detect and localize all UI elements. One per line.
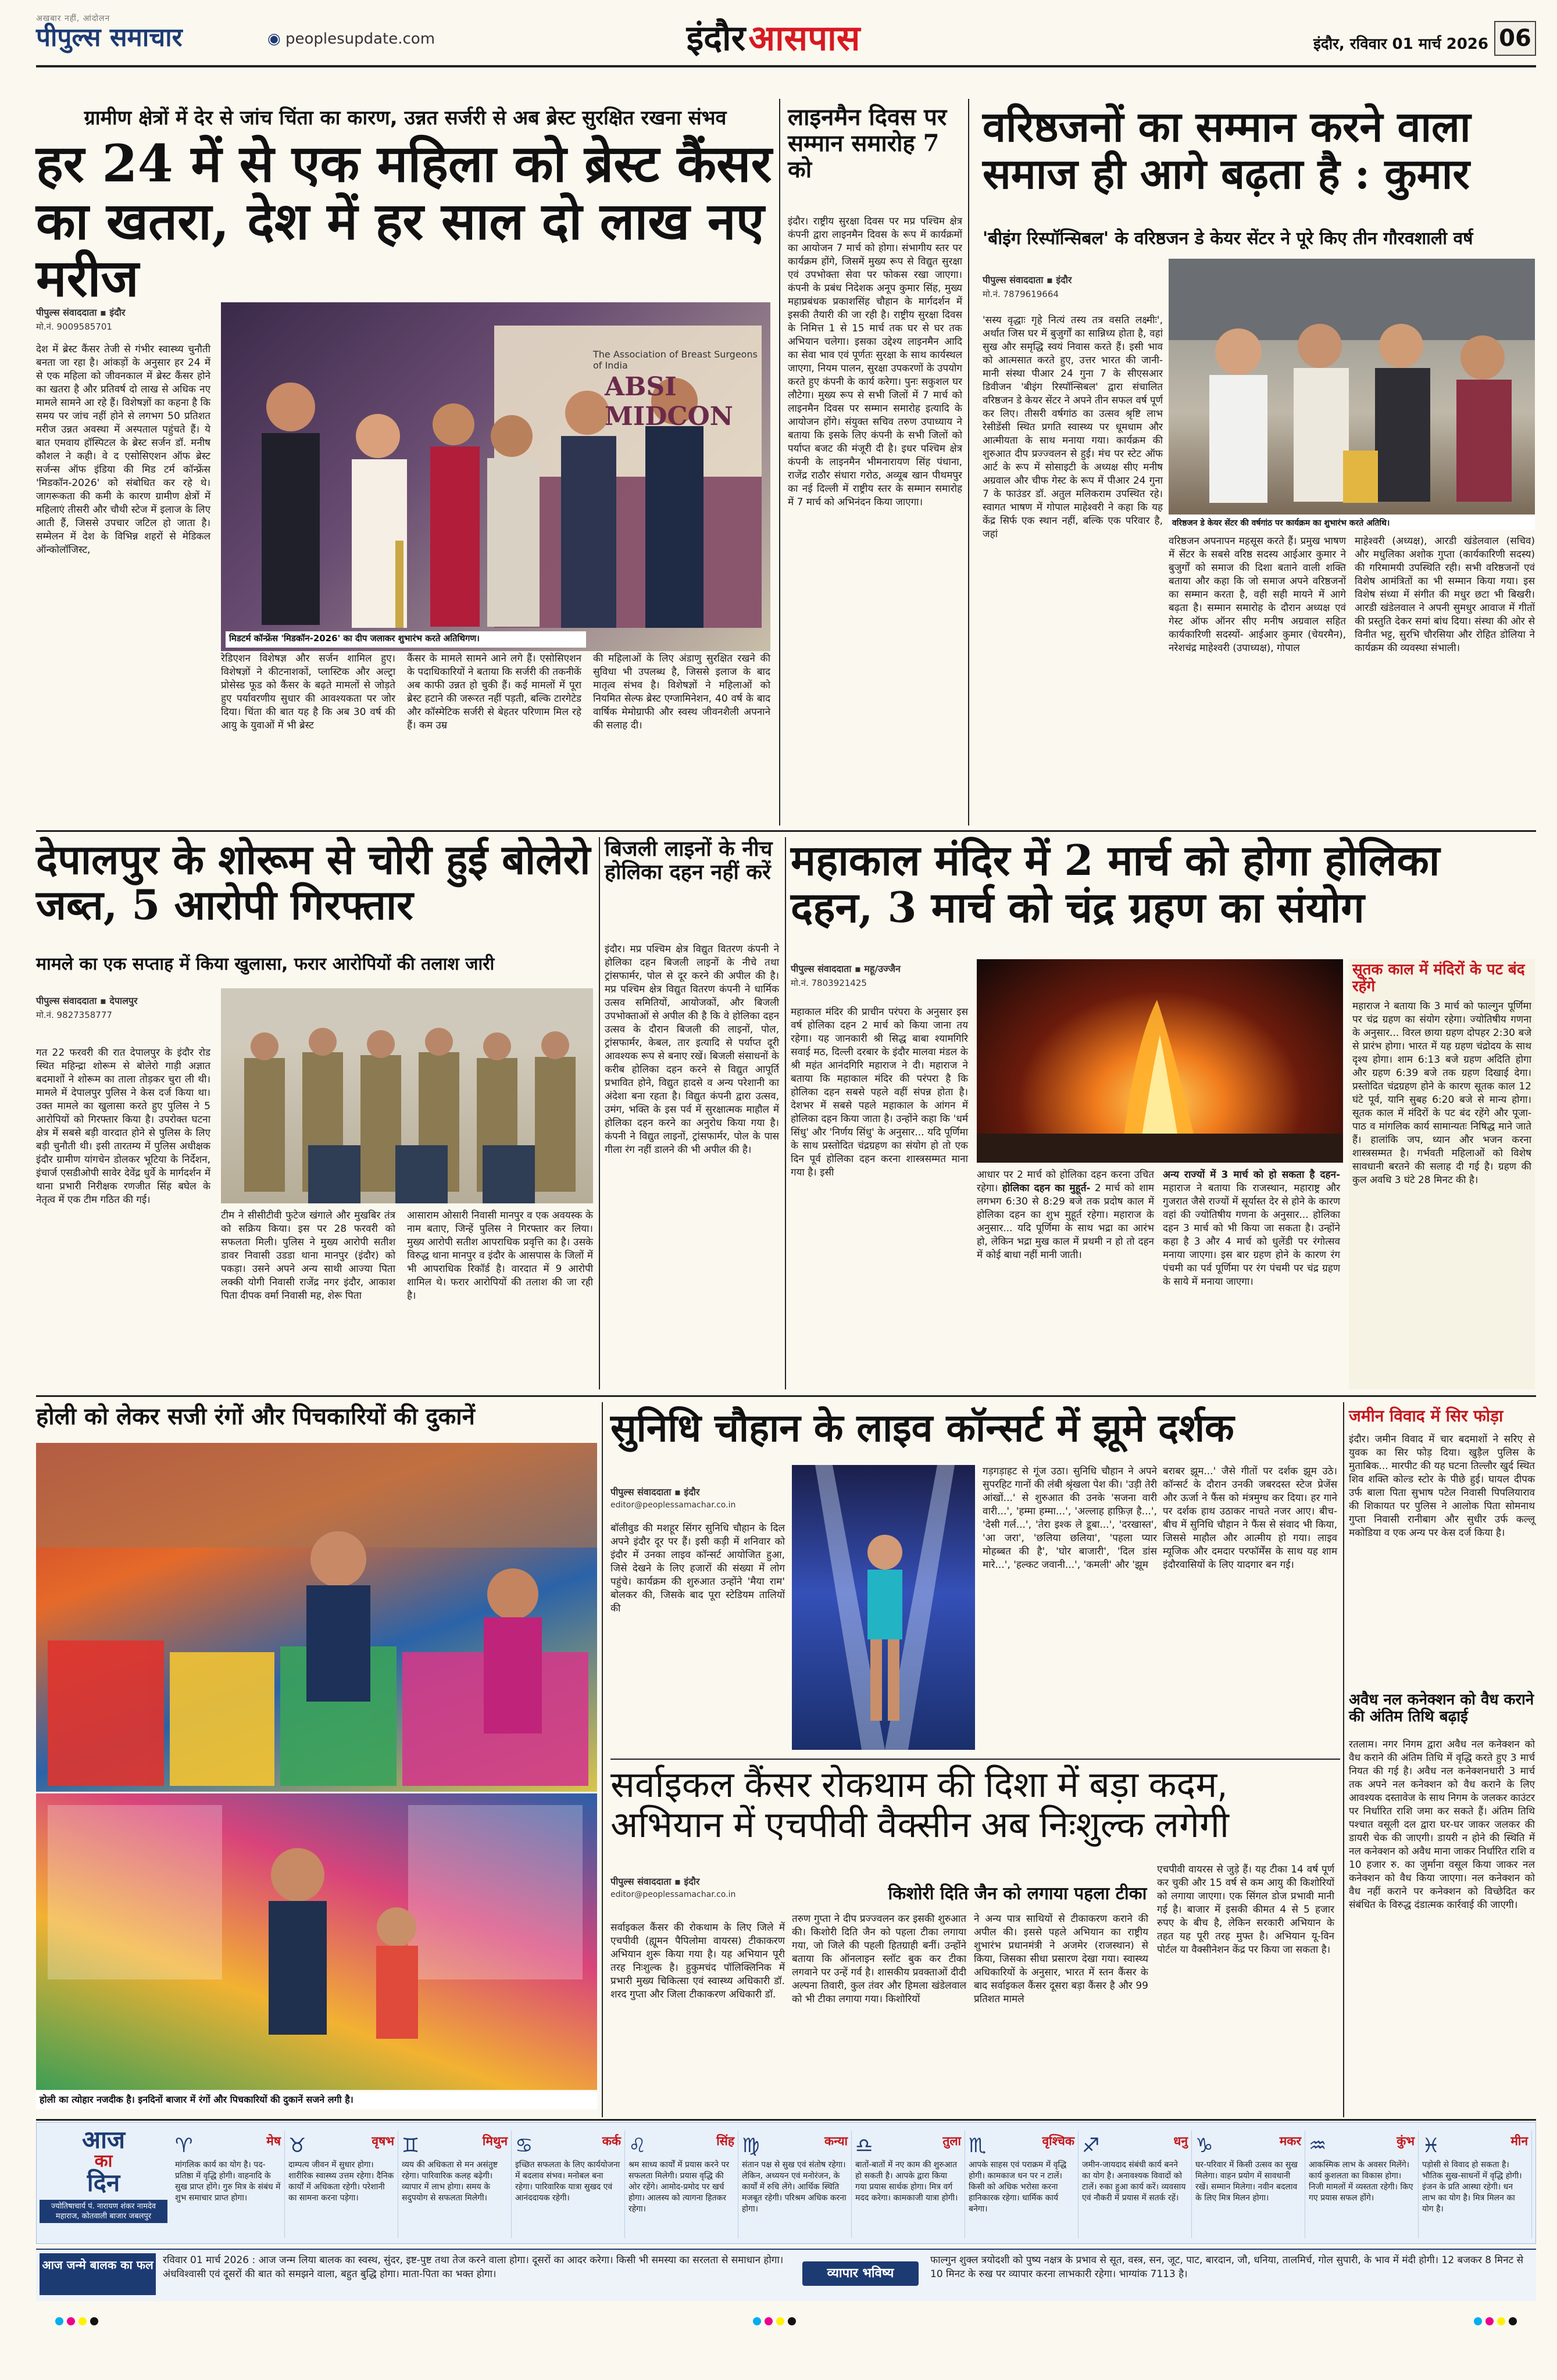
rashi-cell (852, 2131, 965, 2238)
seniors-photo-caption: वरिष्ठजन डे केयर सेंटर की वर्षगांठ पर कार्यक्रम का शुभारंभ करते अतिथि। (1169, 516, 1535, 530)
pichkari-stall-scene (36, 1793, 597, 2090)
rashi-text: मांगलिक कार्य का योग है। पद-प्रतिष्ठा में वृद्धि होगी। वाहनादि के सुख प्राप्त होंगे। गुरु मित्र के संबंध में शुभ समाचार प्राप्त होगा। (175, 2160, 281, 2203)
byline-name: पीपुल्स संवाददाता (36, 995, 97, 1006)
sunidhi-byline: पीपुल्स संवाददाता ▪ इंदौर editor@peoplessamachar.co.in (610, 1485, 785, 1520)
byline-city: देपालपुर (109, 995, 138, 1006)
rashi-cell (512, 2131, 625, 2238)
vyapar-label: व्यापार भविष्य (802, 2261, 919, 2286)
breast-col1: देश में ब्रेस्ट कैंसर तेजी से गंभीर स्वास्थ्य चुनौती बनता जा रहा है। आंकड़ों के अनुसार हर 24 में से एक महिला को जीवनकाल में ब्रेस्ट कैंसर होने का खतरा है और प्रतिवर्ष दो लाख से अधिक नए मामले सामने आ रहे हैं। विशेषज्ञों का कहना है कि समय पर जांच नहीं होने से लगभग 50 प्रतिशत मरीज उन्नत अवस्था में अस्पताल पहुंचते हैं। ये बात एमवाय हॉस्पिटल के ब्रेस्ट सर्जन डॉ. मनीष कौशल ने कही। वे द एसोसिएशन ऑफ ब्रेस्ट सर्जन्स ऑफ इंडिया की मिड टर्म कॉन्फ्रेंस 'मिडकॉन-2026' को संबोधित कर रहे थे। जागरूकता की कमी के कारण ग्रामीण क्षेत्रों में महिलाएं तीसरी और चौथी स्टेज में इलाज के लिए आती हैं, जिससे उपचार जटिल हो जाता है। सम्मेलन में देश के विभिन्न शहरों से मेडिकल ऑन्कोलॉजिस्ट, (36, 344, 210, 556)
seniors-headline: वरिष्ठजनों का सम्मान करने वाला समाज ही आगे बढ़ता है : कुमार (983, 102, 1471, 198)
sutak-headline: सूतक काल में मंदिरों के पट बंद रहेंगे (1352, 961, 1525, 996)
zodiac-icon: ♑ (1195, 2134, 1213, 2157)
breast-col4: की महिलाओं के लिए अंडाणु सुरक्षित रखने की सुविधा भी उपलब्ध है, जिससे इलाज के बाद मातृत्व संभव है। विशेषज्ञों ने महिलाओं को नियमित सेल्फ ब्रेस्ट एग्जामिनेशन, 40 वर्ष के बाद वार्षिक मेमोग्राफी और स्वस्थ जीवनशैली अपनाने की सलाह दी। (593, 653, 770, 731)
zodiac-icon: ♈ (175, 2134, 193, 2157)
depalpur-col1: गत 22 फरवरी की रात देपालपुर के इंदौर रोड स्थित महिन्द्रा शोरूम से बोलेरो गाड़ी अज्ञात बदमाशों ने शोरूम का ताला तोड़कर चुरा ली थी। मामले में देपालपुर पुलिस ने केस दर्ज किया था। उक्त मामले का खुलासा करते हुए पुलिस ने 5 आरोपियों को गिरफ्तार किया है। उपरोक्त घटना क्षेत्र में सबसे बड़ी वारदात होने से पुलिस के लिए बड़ी चुनौती थी। इसी तारतम्य में पुलिस अधीक्षक इंदौर ग्रामीण यांगचेन डोलकर भूटिया के निर्देशन, इंचार्ज एसडीओपी सावेर देवेंद्र धुर्वे के मार्गदर्शन में थाना प्रभारी निरीक्षक रणजीत सिंह बघेल के नेतृत्व में एक टीम गठित की गई। (36, 1047, 210, 1206)
bijli-text: इंदौर। मप्र पश्चिम क्षेत्र विद्युत वितरण कंपनी ने होलिका दहन बिजली लाइनों के नीचे तथा ट्रांसफार्मर, पोल से दूर करने की अपील की है। मप्र पश्चिम क्षेत्र विद्युत वितरण कंपनी ने धार्मिक उत्सव समितियों, आयोजकों, और बिजली उपभोक्ताओं से अपील की है कि वे होलिका दहन उत्सव के दौरान बिजली की लाइनों, पोल, ट्रांसफार्मर, केबल, तार इत्यादि से पर्याप्त दूरी आवश्यक रूप से बनाए रखें। बिजली संसाधनों के करीब होलिका दहन करने से विद्युत आपूर्ति प्रभावित होने, विद्युत हादसे व अन्य परेशानी का अंदेशा बना रहता है। विद्युत कंपनी द्वारा उत्सव, उमंग, भक्ति के इस पर्व में सुरक्षात्मक माहौल में होलिका दहन करने का अनुरोध किया गया है। कंपनी ने विद्युत लाइनों, ट्रांसफार्मर, पोल के पास गीला रंग नहीं डालने की भी अपील की है। (605, 944, 779, 1156)
muhurt-label: होलिका दहन का मुहूर्त- (1002, 1182, 1091, 1194)
rashi-text: संतान पक्ष से सुख एवं संतोष रहेगा। लेकिन, अध्ययन एवं मनोरंजन, के कार्यों में रुचि लेंगे। आर्थिक स्थिति मजबूत रहेगी। परिश्रम अधिक करना होगा। (742, 2160, 847, 2214)
sunidhi-col3: बराबर झूम...' जैसे गीतों पर दर्शक झूम उठे। कॉन्सर्ट के दौरान उनकी जबरदस्त स्टेज प्रेजेंस और ऊर्जा ने फैंस को मंत्रमुग्ध कर दिया। हर गाने पर दर्शक हाथ उठाकर नाचते नजर आए। बीच-बीच में सुनिधि चौहान ने फैंस से संवाद भी किया, जिससे माहौल और आत्मीय हो गया। लाइव म्यूजिक और दमदार परफॉर्मेंस के साथ यह शाम इंदौरवासियों के लिए यादगार बन गई। (1163, 1466, 1337, 1571)
zodiac-icon: ♌ (628, 2134, 647, 2157)
rashi-name: कर्क (602, 2134, 621, 2148)
rashi-cell (1305, 2131, 1419, 2238)
byline-email[interactable]: editor@peoplessamachar.co.in (610, 1890, 736, 1899)
byline-name: पीपुल्स संवाददाता (36, 307, 97, 318)
rashifal-title-1: आज (81, 2125, 126, 2154)
mahakal-col2a: आधार पर 2 मार्च को होलिका दहन करना उचित रहेगा। (977, 1169, 1154, 1194)
cervical-col2: तरुण गुप्ता ने दीप प्रज्ज्वलन कर इसकी शुरुआत की। किशोरी दिति जैन को पहला टीका लगाया गया, जो जिले की पहली हितग्राही बनीं। उन्होंने बताया कि ऑनलाइन स्लॉट बुक कर टीका लगवाने पर उन्हें गर्व है। शासकीय प्रवक्ताओं दीदी अल्पना तिवारी, कुल तंवर और हिमला खंडेलवाल को भी टीका लगाया गया। किशोरियों (792, 1913, 966, 2005)
rashi-text: जमीन-जायदाद संबंधी कार्य बनने का योग है। अनावश्यक विवादों को टालें। रुका हुआ कार्य करें। व्यवसाय एवं नौकरी में प्रयास में सतर्क रहें। (1082, 2160, 1186, 2203)
zodiac-icon: ♎ (855, 2134, 873, 2157)
rashi-name: वृषभ (372, 2134, 394, 2148)
police-scene (221, 988, 593, 1203)
column-rule (779, 99, 780, 826)
sutak-box (1349, 959, 1535, 1389)
holi-shop-photo-1 (36, 1443, 597, 1792)
rashi-text: घर-परिवार में किसी उत्सव का सुख मिलेगा। वाहन प्रयोग में सावधानी रखें। सम्मान मिलेगा। नवीन बदलाव के लिए मित्र मिलन होगा। (1195, 2160, 1298, 2203)
rashi-text: आपके साहस एवं पराक्रम में वृद्धि होगी। कामकाज धन पर न टालें। किसी को अधिक भरोसा करना हानिकारक रहेगा। धार्मिक कार्य बनेगा। (969, 2160, 1067, 2214)
sunidhi-concert-photo (792, 1465, 975, 1750)
byline-mobile: मो.नं. 9009585701 (36, 321, 112, 332)
depalpur-byline: पीपुल्स संवाददाता ▪ देपालपुर मो.नं. 9827358777 (36, 994, 210, 1029)
land-headline: जमीन विवाद में सिर फोड़ा (1349, 1406, 1504, 1425)
seniors-byline: पीपुल्स संवाददाता ▪ इंदौर मो.नं. 7879619664 (983, 273, 1157, 308)
seniors-scene (1169, 259, 1535, 514)
zodiac-icon: ♒ (1309, 2134, 1327, 2157)
zodiac-icon: ♍ (742, 2134, 760, 2157)
breast-photo-caption: मिडटर्म कॉन्फ्रेंस 'मिडकॉन-2026' का दीप जलाकर शुभारंभ करते अतिथिगण। (226, 631, 586, 648)
masthead[interactable] (36, 13, 292, 53)
holika-fire-scene (977, 959, 1343, 1163)
depalpur-col3: आसाराम ओसारी निवासी मानपुर व एक अवयस्क के नाम बताए, जिन्हें पुलिस ने गिरफ्तार कर लिया। मुख्य आरोपी सतीश आपराधिक प्रवृत्ति का है। उसके विरुद्ध थाना मानपुर व इंदौर के आसपास के जिलों में भी आपराधिक रिकॉर्ड है। वारदात में 9 आरोपी शामिल थे। फरार आरोपियों की तलाश की जा रही है। (407, 1210, 593, 1302)
print-registration-bar (36, 2317, 1536, 2326)
header-rule (36, 65, 1536, 67)
section-rule (36, 1395, 1536, 1397)
rashi-text: श्रम साध्य कार्यों में प्रयास करने पर सफलता मिलेगी। प्रयास वृद्धि की ओर रहेंगे। आमोद-प्रमोद पर खर्च होगा। आलस्य को त्यागना हितकर रहेगा। (628, 2160, 730, 2214)
zodiac-icon: ♉ (288, 2134, 306, 2157)
conference-banner-big: ABSI MIDCON (605, 372, 734, 431)
byline-city: महू/उज्जैन (864, 963, 901, 974)
sunidhi-col1: बॉलीवुड की मशहूर सिंगर सुनिधि चौहान के दिल अपने इंदौर दूर पर हैं। इसी कड़ी में शनिवार को इंदौर में उनका लाइव कॉन्सर्ट आयोजित हुआ, जिसे देखने के लिए हजारों की संख्या में लोग पहुंचे। कार्यक्रम की शुरुआत उन्होंने 'मैया राम' बोलकर की, जिसके बाद पूरा स्टेडियम तालियों की (610, 1523, 785, 1614)
byline-mobile: मो.नं. 9827358777 (36, 1010, 112, 1020)
rashi-cell (172, 2131, 285, 2238)
born-today-text: रविवार 01 मार्च 2026 : आज जन्म लिया बालक का स्वस्थ, सुंदर, इष्ट-पुष्ट तथा तेज करने वाला होगा। दूसरों का आदर करेगा। किसी भी समस्या का सरलता से समाधान होगा। अंधविश्वासी एवं दूसरों की बात को समझने वाला, बहुत बुद्धि होगा। माता-पिता का भक्त होगा। (163, 2254, 784, 2280)
lineman-headline: लाइनमैन दिवस पर सम्मान समारोह 7 को (788, 103, 947, 183)
cervical-subhead: किशोरी दिति जैन को लगाया पहला टीका (888, 1884, 1147, 1904)
nal-headline: अवैध नल कनेक्शन को वैध कराने की अंतिम तिथि बढ़ाई (1349, 1691, 1534, 1726)
column-rule (602, 1402, 603, 2117)
rashi-name: वृश्चिक (1042, 2134, 1074, 2148)
depalpur-subhead: मामले का एक सप्ताह में किया खुलासा, फरार आरोपियों की तलाश जारी (36, 954, 495, 974)
rashifal-title-2: का (94, 2151, 113, 2171)
rashi-text: दाम्पत्य जीवन में सुधार होगा। शारीरिक स्वास्थ्य उत्तम रहेगा। दैनिक कार्यों में अधिकता रहेगी। परेशानी का सामना करना पड़ेगा। (288, 2160, 394, 2203)
column-rule (968, 99, 969, 826)
cervical-byline: पीपुल्स संवाददाता ▪ इंदौर editor@peoplessamachar.co.in (610, 1875, 797, 1910)
rashi-name: मेष (266, 2134, 281, 2148)
section-name: आसपास (748, 18, 860, 59)
section-rule (36, 2119, 1536, 2121)
seniors-col3: माहेश्वरी (अध्यक्ष), आरडी खंडेलवाल (सचिव) और मधुलिका अशोक गुप्ता (कार्यकारिणी सदस्य) की गरिमामयी उपस्थिति रही। सभी वरिष्ठजनों एवं विशेष आमंत्रितों का भी सम्मान किया गया। इस विशेष संध्या में संगीत की मधुर छटा भी बिखरी। आरडी खंडेलवाल ने अपनी सुमधुर आवाज में गीतों की प्रस्तुति देकर समां बांध दिया। संस्था की ओर से विनीत भट्ट, सुरभि चौरसिया और रोहित डोलिया ने कार्यक्रम की व्यवस्था संभाली। (1355, 535, 1535, 654)
rashi-cell (965, 2131, 1079, 2238)
born-today-label: आज जन्मे बालक का फल (40, 2253, 156, 2295)
column-rule (599, 837, 600, 1389)
byline-name: पीपुल्स संवाददाता (983, 274, 1044, 285)
mahakal-col3-text: महाराज ने बताया कि राजस्थान, महाराष्ट्र और गुजरात जैसे राज्यों में सूर्यास्त देर से होने के कारण वहां की ज्योतिषीय गणना के अनुसार... होलिका दहन 3 मार्च को भी किया जा सकता है। उन्होंने कहा है 3 और 4 मार्च को धुलेंडी पर रंगोत्सव मनाया जाएगा। इस बार ग्रहण होने के कारण रंग पंचमी का पर्व पूर्णिमा पर रंग पंचमी पर चंद्र ग्रहण के साये में मनाया जाएगा। (1163, 1182, 1340, 1288)
mahakal-holika-photo (977, 959, 1343, 1163)
byline-mobile: मो.नं. 7803921425 (791, 978, 867, 988)
column-rule (785, 837, 786, 1389)
rashi-cell (398, 2131, 512, 2238)
cervical-col3: ने अन्य पात्र साथियों से टीकाकरण कराने की अपील की। इससे पहले अभियान का राष्ट्रीय शुभारंभ प्रधानमंत्री ने अजमेर (राजस्थान) से किया, जिसका सीधा प्रसारण देखा गया। स्वास्थ्य अधिकारियों के अनुसार, भारत में स्तन कैंसर के बाद सर्वाइकल कैंसर दूसरा बड़ा कैंसर है और 99 प्रतिशत मामले (974, 1913, 1148, 2005)
depalpur-col2: टीम ने सीसीटीवी फुटेज खंगाले और मुखबिर तंत्र को सक्रिय किया। इस पर 28 फरवरी को सफलता मिली। पुलिस ने मुख्य आरोपी सतीश डावर निवासी उडडा थाना मानपुर (इंदौर) को पकड़ा। उसने अपने अन्य साथी आज्या पिता लक्की योगी निवासी राजेंद्र नगर इंदौर, आकाश पिता दीपक वर्मा निवासी मह, शेरू पिता (221, 1210, 395, 1302)
lineman-text: इंदौर। राष्ट्रीय सुरक्षा दिवस पर मप्र पश्चिम क्षेत्र कंपनी द्वारा लाइनमैन दिवस के रूप में कार्यक्रमों का आयोजन 7 मार्च को होगा। संभागीय स्तर पर कार्यक्रम होंगे, जिसमें मुख्य रूप से विद्युत सुरक्षा एवं उपभोक्ता सेवा पर फोकस रखा जाएगा। कंपनी के प्रबंध निदेशक अनूप कुमार सिंह, मुख्य महाप्रबंधक प्रकाशसिंह चौहान के मार्गदर्शन में इसकी तैयारी की जा रही है। राष्ट्रीय सुरक्षा दिवस के निमित्त 1 से 15 मार्च तक घर से घर तक अभियान चलेगा। इसका उद्देश्य लाइनमैन आदि का सेवा भाव एवं पूर्णतः सुरक्षा के साथ कार्यस्थल जाएगा, नियम पालन, सुरक्षा उपकरणों के उपयोग करते हुए कंपनी के कार्य करेगा। पुनः सकुशल घर लौटेगा। मुख्य रूप से सभी जिलों में 7 मार्च को लाइनमैन दिवस पर सम्मान समारोह इत्यादि के आयोजन होंगे। संयुक्त सचिव तरुण उपाध्याय ने बताया कि इसके लिए कंपनी के सभी जिलों को पर्याप्त बजट की मंजूरी दी है। इधर पश्चिम क्षेत्र कंपनी के लाइनमैन भीमनारायण सिंह पंधाना, राजेंद्र राठौर संधारा गरोठ, अव्यूब खान पीथमपुर का नई दिल्ली में राष्ट्रीय स्तर के सम्मान समारोह में 7 मार्च को अभिनंदन किया जाएगा। (788, 216, 962, 508)
byline-city: इंदौर (684, 1486, 700, 1498)
breast-conference-photo (221, 302, 770, 651)
rashi-text: आकस्मिक लाभ के अवसर मिलेंगे। कार्य कुशलता का विकास होगा। निजी मामलों में व्यस्तता रहेगी। किए गए प्रयास सफल होंगे। (1309, 2160, 1413, 2203)
rashi-cell (1192, 2131, 1305, 2238)
rashi-text: पड़ोसी से विवाद हो सकता है। भौतिक सुख-साधनों में वृद्धि होगी। इंजन के प्रति आस्था रहेगी। धन लाभ का योग है। मित्र मिलन का योग है। (1422, 2160, 1522, 2214)
zodiac-icon: ♊ (402, 2134, 420, 2157)
mahakal-col1: महाकाल मंदिर की प्राचीन परंपरा के अनुसार इस वर्ष होलिका दहन 2 मार्च को किया जाना तय रहेगा। यह जानकारी श्री सिद्ध बाबा श्यामगिरि सवाई मठ, दिल्ली दरबार के इंदौर मालवा मंडल के श्री महंत आनंदगिरि महाराज ने दी। महाराज ने बताया कि महाकाल मंदिर की परंपरा है कि होलिका दहन सबसे पहले वहीं संपन्न होता है। देशभर में सबसे पहले महाकाल के आंगन में होलिका दहन किया जाता है। उन्होंने कहा कि 'धर्म सिंधु' और 'निर्णय सिंधु' के अनुसार... यदि पूर्णिमा के साथ प्रस्तोदित चंद्रग्रहण का संयोग हो तो एक दिन पूर्व होलिका दहन करना शास्त्रसम्मत माना गया है। इसी (791, 1006, 968, 1178)
rashi-cell (625, 2131, 738, 2238)
rashi-text: बातों-बातों में नए काम की शुरुआत हो सकती है। आपके द्वारा किया गया प्रयास सार्थक होगा। मित्र वर्ग मदद करेगा। कामकाजी यात्रा होगी। (855, 2160, 958, 2203)
column-rule (1343, 1402, 1344, 2117)
byline-name: पीपुल्स संवाददाता (791, 963, 852, 974)
sunidhi-headline: सुनिधि चौहान के लाइव कॉन्सर्ट में झूमे दर्शक (610, 1405, 1234, 1450)
byline-name: पीपुल्स संवाददाता (610, 1486, 672, 1498)
zodiac-icon: ♓ (1422, 2134, 1440, 2157)
byline-email[interactable]: editor@peoplessamachar.co.in (610, 1500, 736, 1510)
website-link[interactable] (267, 30, 436, 50)
mahakal-col3 (1163, 1168, 1340, 1389)
nal-text: रतलाम। नगर निगम द्वारा अवैध नल कनेक्शन को वैध कराने की अंतिम तिथि में वृद्धि करते हुए 3 मार्च नियत की गई है। अवैध नल कनेक्शनधारी 3 मार्च तक अपने नल कनेक्शन को वैध कराने के लिए आवश्यक दस्तावेज के साथ निगम के जलकर काउंटर पर निर्धारित राशि जमा कर सकते हैं। अंतिम तिथि पश्चात वसूली दल द्वारा घर-घर जाकर जलकर की डायरी चेक की जाएगी। डायरी न होने की स्थिति में नल कनेक्शन को अवैध माना जाकर निर्धारित राशि व 10 हजार रु. का जुर्माना वसूल किया जाकर नल कनेक्शन को वैध किया जाएगा। नल कनेक्शन को वैध नहीं कराने पर कनेक्शन को विच्छेदित कर संबंधित के विरुद्ध दंडात्मक कार्रवाई की जाएगी। (1349, 1739, 1535, 1911)
astrologer-credit: ज्योतिषाचार्य पं. नारायण शंकर नामदेव महाराज, कोतवाली बाजार जबलपुर (40, 2200, 167, 2223)
holi-headline: होली को लेकर सजी रंगों और पिचकारियों की दुकानें (36, 1403, 475, 1430)
rashi-name: मीन (1510, 2134, 1528, 2148)
depalpur-police-photo (221, 988, 593, 1203)
rashi-cell (1419, 2131, 1532, 2238)
rashi-name: तुला (942, 2134, 961, 2148)
sutak-text: महाराज ने बताया कि 3 मार्च को फाल्गुन पूर्णिमा पर चंद्र ग्रहण का संयोग रहेगा। ज्योतिषीय गणना के अनुसार... विरल छाया ग्रहण दोपहर 2:30 बजे से प्रारंभ होगा। भारत में यह ग्रहण चंद्रोदय के साथ दृश्य होगा। शाम 6:13 बजे ग्रहण अदिति होगा और ग्रहण 6:39 बजे तक ग्रहण दिखाई देगा। प्रस्तोदित चंद्रग्रहण होने के कारण सूतक काल 12 घंटे पूर्व, यानि सुबह 6:20 बजे से मान्य होगा। सूतक काल में मंदिरों के पट बंद रहेंगे और पूजा-पाठ व मांगलिक कार्य सामान्यतः निषिद्ध माने जाते हैं। हालांकि जप, ध्यान और भजन करना शास्त्रसम्मत है। गर्भवती महिलाओं को विशेष सावधानी बरतने की सलाह दी गई है। ग्रहण की कुल अवधि 3 घंटे 28 मिनट की है। (1352, 1000, 1531, 1187)
dateline: इंदौर, रविवार 01 मार्च 2026 (1313, 35, 1488, 53)
sunidhi-col2: गड़गड़ाहट से गूंज उठा। सुनिधि चौहान ने अपने सुपरहिट गानों की लंबी श्रृंखला पेश की। 'उड़ी तेरी आंखों...' से शुरुआत की उनके 'सजना वारी वारी...', 'हम्मा हम्मा...', 'अल्लाह हाफ़िज़ है...', 'देसी गर्ल...', 'तेरा इश्क ले डूबा...', 'दरखास्त', 'आ जरा', 'छलिया छलिया', 'पहला प्यार मोहब्बत की है', 'घोर बाजारी', 'दिल डांस मारे...', 'हल्कट जवानी...', 'कमली' और 'झूम (983, 1466, 1157, 1571)
byline-city: इंदौर (109, 307, 126, 318)
holi-shop-photo-2 (36, 1793, 597, 2090)
bijli-headline: बिजली लाइनों के नीच होलिका दहन नहीं करें (605, 837, 773, 885)
rashi-cell (285, 2131, 398, 2238)
rashifal-title (40, 2125, 167, 2238)
land-text: इंदौर। जमीन विवाद में चार बदमाशों ने सरिए से युवक का सिर फोड़ दिया। खुड़ैल पुलिस के मुताबिक... मारपीट की यह घटना तिल्लौर खुर्द स्थित शिव शक्ति कोल्ड स्टोर के पीछे हुई। घायल दीपक उर्फ बाला पिता सुभाष पटेल निवासी पिपलियाराव की शिकायत पर पुलिस ने आलोक पिता सोमनाथ गुप्ता निवासी रानीबाग और सुधीर उर्फ कल्लू मकोडिया व एक अन्य पर केस दर्ज किया है। (1349, 1434, 1535, 1539)
rashi-text: व्यय की अधिकता से मन असंतुष्ट रहेगा। पारिवारिक कलह बढ़ेगी। व्यापार में लाभ होगा। समय के सदुपयोग से सफलता मिलेगी। (402, 2160, 498, 2203)
mahakal-col2b: 2 मार्च को शाम लगभग 6:30 से 8:29 बजे तक प्रदोष काल में होलिका दहन का शुभ मुहूर्त रहेगा। महाराज के अनुसार... यदि पूर्णिमा के साथ भद्रा का आरंभ हो, लेकिन भद्रा मुख काल में प्रथमी न हो तो दहन में कोई बाधा नहीं मानी जाती। (977, 1182, 1155, 1261)
mahakal-byline: पीपुल्स संवाददाता ▪ महू/उज्जैन मो.नं. 7803921425 (791, 962, 965, 997)
page-number: 06 (1494, 21, 1536, 56)
seniors-col1: 'सस्य वृद्धाः गृहे नित्यं तस्य तत्र वसति लक्ष्मीः', अर्थात जिस घर में बुजुर्गों का सान्निध्य होता है, वहां सुख और समृद्धि स्वयं निवास करते हैं। इसी भाव को आत्मसात करते हुए, उत्तर भारत की जानी-मानी संस्था पीआर 24 गुना 7 के सीएसआर डिवीजन 'बीइंग रिस्पॉन्सिबल' द्वारा संचालित वरिष्ठजन डे केयर सेंटर ने अपने तीन सफल वर्ष पूर्ण कर लिए। तीसरी वर्षगांठ का उत्सव श्रृष्टि लाभ रेसीडेंसी स्थित प्रगति स्वास्थ्य पर धूमधाम और आत्मीयता के साथ मनाया गया। कार्यक्रम की शुरुआत दीप प्रज्ज्वलन से हुई। मंच पर स्टेट ऑफ आर्ट के रूप में सोसाइटी के अध्यक्ष सीए मनीष अग्रवाल और चीफ गेस्ट के रूप में पीआर 24 गुना 7 के फाउंडर डॉ. अतुल मलिकराम उपस्थित रहे। स्वागत भाषण में गोपाल माहेश्वरी ने कहा कि यह केंद्र सिर्फ एक स्थान नहीं, बल्कि एक परिवार है, जहां (983, 315, 1163, 540)
zodiac-icon: ♐ (1082, 2134, 1100, 2157)
breast-col2: रेडिएशन विशेषज्ञ और सर्जन शामिल हुए। विशेषज्ञों ने कीटनाशकों, प्लास्टिक और अल्ट्रा प्रोसेस्ड फूड को कैंसर के बढ़ते मामलों से जोड़ते हुए पर्यावरणीय सुधार की आवश्यकता पर जोर दिया। चिंता की बात यह है कि अब 30 वर्ष की आयु के युवाओं में भी ब्रेस्ट (221, 653, 395, 731)
cervical-col4: एचपीवी वायरस से जुड़े हैं। यह टीका 14 वर्ष पूर्ण कर चुकी और 15 वर्ष से कम आयु की किशोरियों को लगाया जाएगा। एक सिंगल डोज प्रभावी मानी गई है। बाजार में इसकी कीमत 4 से 5 हजार रुपए के बीच है, लेकिन सरकारी अभियान के तहत यह पूरी तरह मुफ्त है। अभियान यू-विन पोर्टल या वैक्सीनेशन केंद्र पर किया जा सकता है। (1157, 1864, 1334, 1956)
breast-byline: पीपुल्स संवाददाता ▪ इंदौर मो.नं. 9009585701 (36, 306, 210, 335)
rashi-name: मकर (1279, 2134, 1301, 2148)
cervical-col1: सर्वाइकल कैंसर की रोकथाम के लिए जिले में एचपीवी (ह्यूमन पैपिलोमा वायरस) टीकाकरण अभियान शुरू किया गया है। यह अभियान पूरी तरह निःशुल्क है। हुकुमचंद पॉलिक्लिनिक में प्रभारी मुख्य चिकित्सा एवं स्वास्थ्य अधिकारी डॉ. शरद गुप्ता और जिला टीकाकरण अधिकारी डॉ. (610, 1922, 785, 2000)
registration-marks (36, 2317, 1536, 2326)
website-text: peoplesupdate.com (285, 30, 435, 48)
concert-stage-scene (792, 1465, 975, 1750)
rashi-name: धनु (1173, 2134, 1188, 2148)
rashi-name: मिथुन (482, 2134, 508, 2148)
section-title (622, 13, 924, 59)
byline-mobile: मो.नं. 7879619664 (983, 289, 1059, 299)
masthead-title: पीपुल्स समाचार (36, 23, 183, 52)
seniors-subhead: 'बीइंग रिस्पॉन्सिबल' के वरिष्ठजन डे केयर सेंटर ने पूरे किए तीन गौरवशाली वर्ष (983, 228, 1473, 249)
byline-city: इंदौर (1056, 274, 1072, 285)
section-rule (36, 830, 1536, 832)
page-header (0, 0, 1557, 64)
seniors-col2: वरिष्ठजन अपनापन महसूस करते हैं। प्रमुख भाषण में सेंटर के सबसे वरिष्ठ सदस्य आईआर कुमार ने बुजुर्गों को समाज की दिशा बताने वाली शक्ति बताया और कहा कि जो समाज अपने वरिष्ठजनों का सम्मान करता है, वही सही मायने में आगे बढ़ता है। सम्मान समारोह के दौरान अध्यक्ष एवं गेस्ट ऑफ ऑनर सीए मनीष अग्रवाल सहित कार्यकारिणी सदस्यों- आईआर कुमार (चेयरमैन), नरेशचंद्र माहेश्वरी (उपाध्यक्ष), गोपाल (1169, 535, 1346, 654)
globe-icon: ◉ (267, 30, 281, 48)
zodiac-icon: ♋ (515, 2134, 533, 2157)
holi-stall-scene (36, 1443, 597, 1792)
byline-city: इंदौर (684, 1876, 700, 1887)
section-rule (610, 1759, 1340, 1760)
breast-col3: कैंसर के मामले सामने आने लगे हैं। एसोसिएशन के पदाधिकारियों ने बताया कि सर्जरी की तकनीकें अब काफी उन्नत हो चुकी हैं। कई मामलों में पूरा ब्रेस्ट हटाने की जरूरत नहीं पड़ती, बल्कि टारगेटेड और कॉस्मेटिक सर्जरी से बेहतर परिणाम मिल रहे हैं। कम उम्र (407, 653, 581, 731)
mahakal-col2 (977, 1168, 1154, 1389)
mahakal-headline: महाकाल मंदिर में 2 मार्च को होगा होलिका दहन, 3 मार्च को चंद्र ग्रहण का संयोग (791, 835, 1440, 932)
rashi-cell (1079, 2131, 1192, 2238)
rashi-name: सिंह (716, 2134, 734, 2148)
rashi-name: कन्या (824, 2134, 848, 2148)
section-city: इंदौर (686, 18, 746, 59)
rashi-cell (738, 2131, 852, 2238)
holi-caption: होली का त्योहार नजदीक है। इनदिनों बाजार में रंगों और पिचकारियों की दुकानें सजने लगी है। (36, 2092, 597, 2109)
zodiac-icon: ♏ (969, 2134, 987, 2157)
byline-name: पीपुल्स संवाददाता (610, 1876, 672, 1887)
rashi-name: कुंभ (1397, 2134, 1415, 2148)
states-label: अन्य राज्यों में 3 मार्च को हो सकता है दहन- (1163, 1169, 1340, 1181)
rashi-text: इच्छित सफलता के लिए कार्ययोजना में बदलाव संभव। मनोबल बना रहेगा। पारिवारिक यात्रा सुखद एवं आनंददायक रहेगी। (515, 2160, 620, 2203)
conference-banner-text: The Association of Breast Surgeons of India (593, 349, 758, 371)
masthead-tagline: अखबार नहीं, आंदोलन (36, 14, 110, 23)
vyapar-text: फाल्गुन शुक्ल त्रयोदशी को पुष्य नक्षत्र के प्रभाव से सूत, वस्त्र, सन, जूट, पाट, बारदान, जौ, धनिया, तालमिर्च, गोल सुपारी, के भाव में मंदी होगी। 12 बजकर 8 मिनट से 10 मिनट के रुख पर व्यापार करना लाभकारी रहेगा। भाग्यांक 7113 है। (930, 2254, 1523, 2280)
breast-kicker: ग्रामीण क्षेत्रों में देर से जांच चिंता का कारण, उन्नत सर्जरी से अब ब्रेस्ट सुरक्षित रखना संभव (84, 106, 727, 130)
seniors-event-photo (1169, 259, 1535, 514)
cervical-headline: सर्वाइकल कैंसर रोकथाम की दिशा में बड़ा कदम, अभियान में एचपीवी वैक्सीन अब निःशुल्क लगेगी (610, 1763, 1229, 1846)
rashifal-title-3: दिन (87, 2168, 120, 2197)
breast-headline: हर 24 में से एक महिला को ब्रेस्ट कैंसर का खतरा, देश में हर साल दो लाख नए मरीज (36, 133, 772, 309)
depalpur-headline: देपालपुर के शोरूम से चोरी हुई बोलेरो जब्त, 5 आरोपी गिरफ्तार (36, 835, 591, 930)
